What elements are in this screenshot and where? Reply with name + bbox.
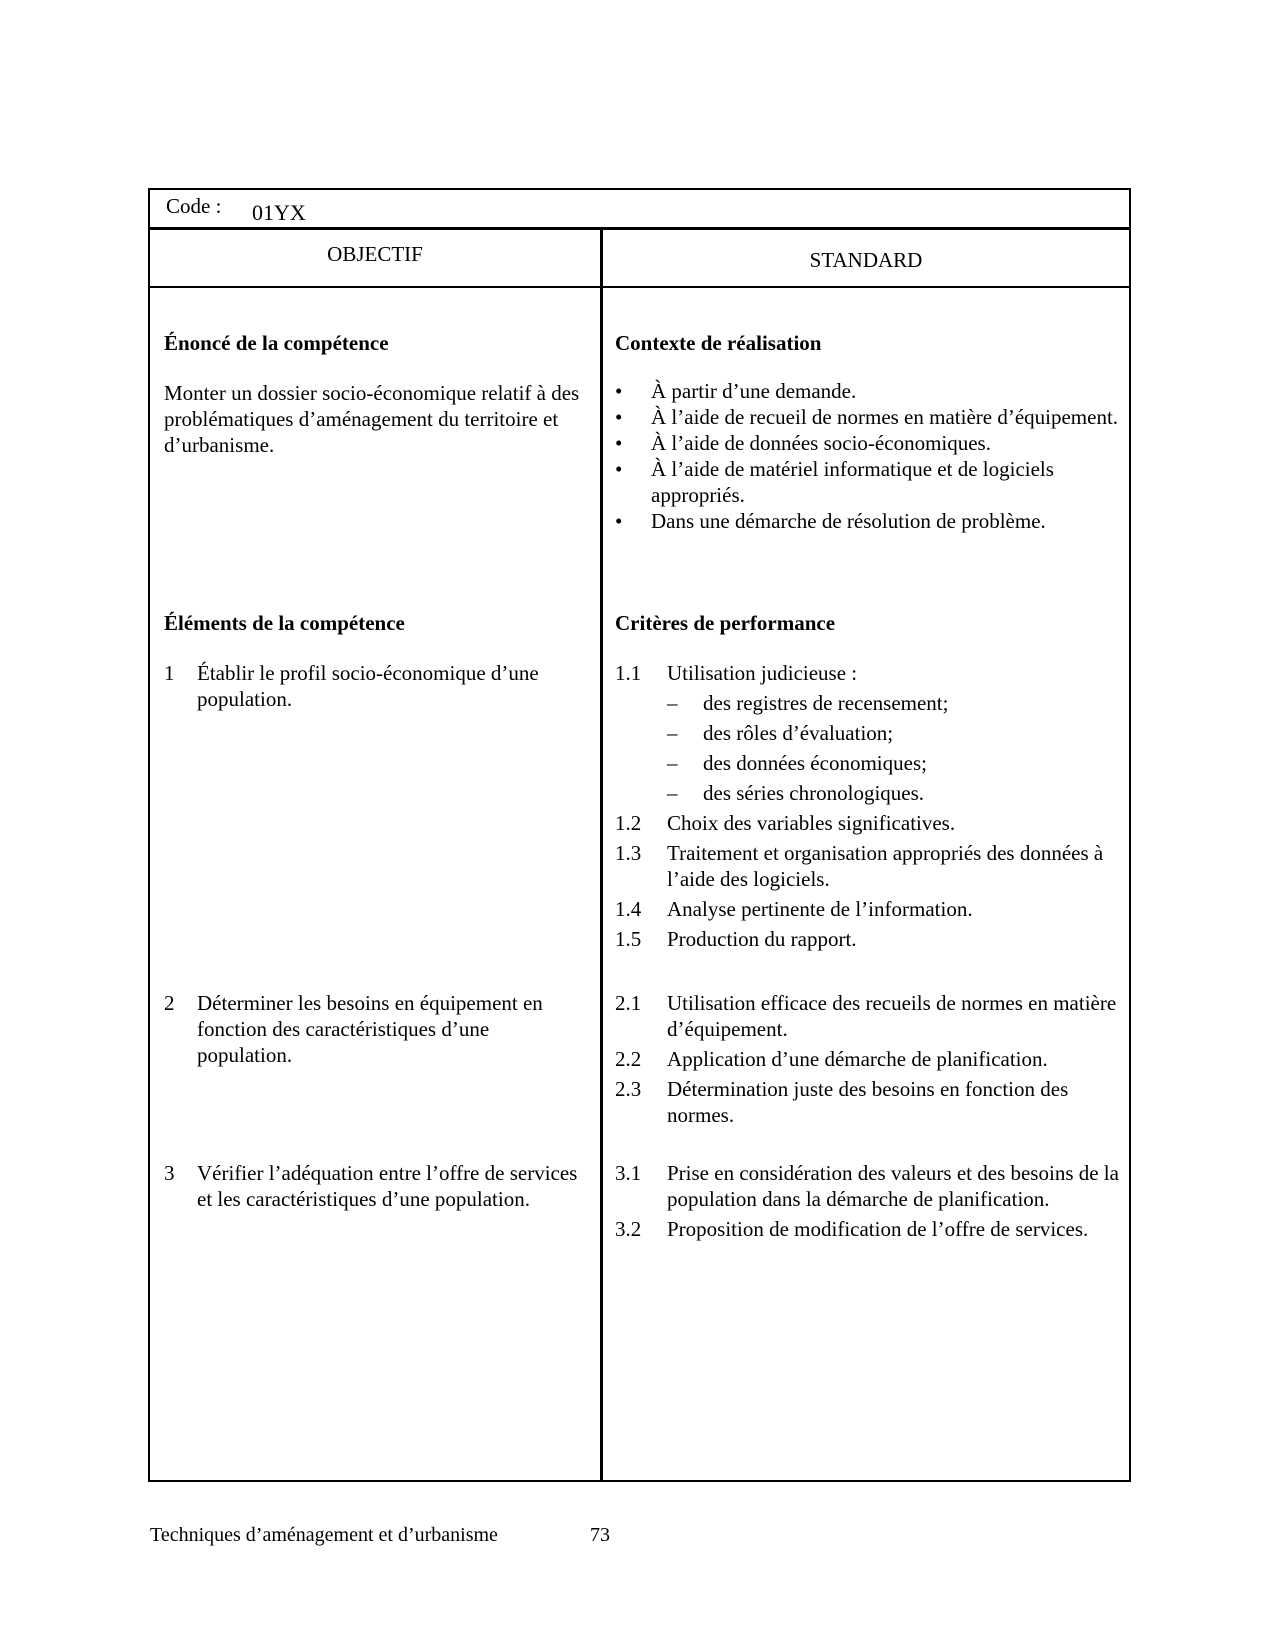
- critere-number: 1.5: [615, 927, 642, 951]
- critere-text: Proposition de modification de l’offre de services.: [667, 1217, 1089, 1241]
- critere-subitem: – des données économiques;: [667, 751, 927, 775]
- bullet-icon: •: [615, 379, 623, 403]
- code-value: 01YX: [252, 200, 306, 225]
- criteres-group-3: [615, 1160, 1120, 1246]
- critere-item: [615, 1160, 1120, 1212]
- critere-subitem: – des rôles d’évaluation;: [667, 721, 894, 745]
- critere-item: [615, 810, 1120, 836]
- critere-item: [615, 926, 1120, 952]
- dash-icon: –: [667, 691, 678, 715]
- critere-subitem: – des séries chronologiques.: [667, 781, 925, 805]
- critere-number: 2.1: [615, 991, 642, 1015]
- bullet-icon: •: [615, 509, 623, 533]
- critere-text: Utilisation efficace des recueils de normes en matière d’équipement.: [667, 991, 1117, 1041]
- critere-item: [615, 660, 1120, 806]
- column-divider: [600, 230, 603, 1480]
- critere-item: [615, 1076, 1120, 1128]
- critere-text: Traitement et organisation appropriés des données à l’aide des logiciels.: [667, 841, 1104, 891]
- criteres-title: Critères de performance: [615, 611, 836, 635]
- competency-table: [148, 188, 1131, 1482]
- critere-text: Choix des variables significatives.: [667, 811, 956, 835]
- critere-number: 1.2: [615, 811, 642, 835]
- critere-subitem: – des registres de recensement;: [667, 691, 949, 715]
- critere-text: Détermination juste des besoins en fonction des normes.: [667, 1077, 1069, 1127]
- critere-text: Prise en considération des valeurs et des besoins de la population dans la démarche de planification.: [667, 1161, 1119, 1211]
- bullet-icon: •: [615, 431, 623, 455]
- element-item: [164, 1160, 584, 1212]
- page-number: 73: [590, 1524, 610, 1546]
- contexte-section: [615, 330, 1120, 534]
- criteres-group-1: [615, 660, 1120, 956]
- contexte-item: • À partir d’une demande.: [615, 379, 857, 403]
- contexte-item: • À l’aide de matériel informatique et de logiciels appropriés.: [615, 457, 1054, 507]
- critere-item: [615, 1216, 1120, 1242]
- element-number: 2: [164, 991, 175, 1015]
- dash-icon: –: [667, 721, 678, 745]
- element-number: 3: [164, 1161, 175, 1185]
- code-label: Code :: [166, 194, 222, 218]
- element-item: [164, 660, 584, 712]
- enonce-section: [164, 330, 584, 458]
- header-objectif: OBJECTIF: [327, 242, 423, 266]
- contexte-item: • À l’aide de données socio-économiques.: [615, 431, 991, 455]
- column-header-row: [150, 230, 1129, 288]
- contexte-list: [615, 378, 1120, 534]
- elements-title: Éléments de la compétence: [164, 611, 405, 635]
- criteres-group-2: [615, 990, 1120, 1132]
- dash-icon: –: [667, 751, 678, 775]
- elements-section: [164, 610, 584, 636]
- element-text: Déterminer les besoins en équipement en fonction des caractéristiques d’une population.: [197, 991, 543, 1067]
- critere-number: 1.3: [615, 841, 642, 865]
- bullet-icon: •: [615, 457, 623, 481]
- critere-text: Utilisation judicieuse :: [667, 661, 858, 685]
- element-number: 1: [164, 661, 175, 685]
- element-item: [164, 990, 584, 1068]
- critere-text: Production du rapport.: [667, 927, 857, 951]
- critere-text: Application d’une démarche de planification.: [667, 1047, 1048, 1071]
- header-standard: STANDARD: [809, 248, 923, 272]
- critere-number: 2.3: [615, 1077, 642, 1101]
- critere-number: 3.1: [615, 1161, 642, 1185]
- footer-title: Techniques d’aménagement et d’urbanisme: [150, 1524, 498, 1546]
- code-row: [150, 190, 1129, 230]
- critere-number: 1.1: [615, 661, 642, 685]
- critere-item: [615, 990, 1120, 1042]
- critere-text: Analyse pertinente de l’information.: [667, 897, 973, 921]
- critere-number: 1.4: [615, 897, 642, 921]
- critere-item: [615, 840, 1120, 892]
- contexte-item: • À l’aide de recueil de normes en matière d’équipement.: [615, 405, 1119, 429]
- critere-item: [615, 896, 1120, 922]
- critere-number: 2.2: [615, 1047, 642, 1071]
- criteres-section: [615, 610, 1120, 636]
- dash-icon: –: [667, 781, 678, 805]
- element-text: Vérifier l’adéquation entre l’offre de services et les caractéristiques d’une population.: [197, 1161, 578, 1211]
- element-text: Établir le profil socio-économique d’une population.: [197, 661, 539, 711]
- enonce-title: Énoncé de la compétence: [164, 331, 389, 355]
- critere-number: 3.2: [615, 1217, 642, 1241]
- critere-item: [615, 1046, 1120, 1072]
- contexte-title: Contexte de réalisation: [615, 331, 822, 355]
- contexte-item: • Dans une démarche de résolution de problème.: [615, 509, 1046, 533]
- enonce-text: Monter un dossier socio-économique relatif à des problématiques d’aménagement du territoire et d’urbanisme.: [164, 381, 580, 457]
- bullet-icon: •: [615, 405, 623, 429]
